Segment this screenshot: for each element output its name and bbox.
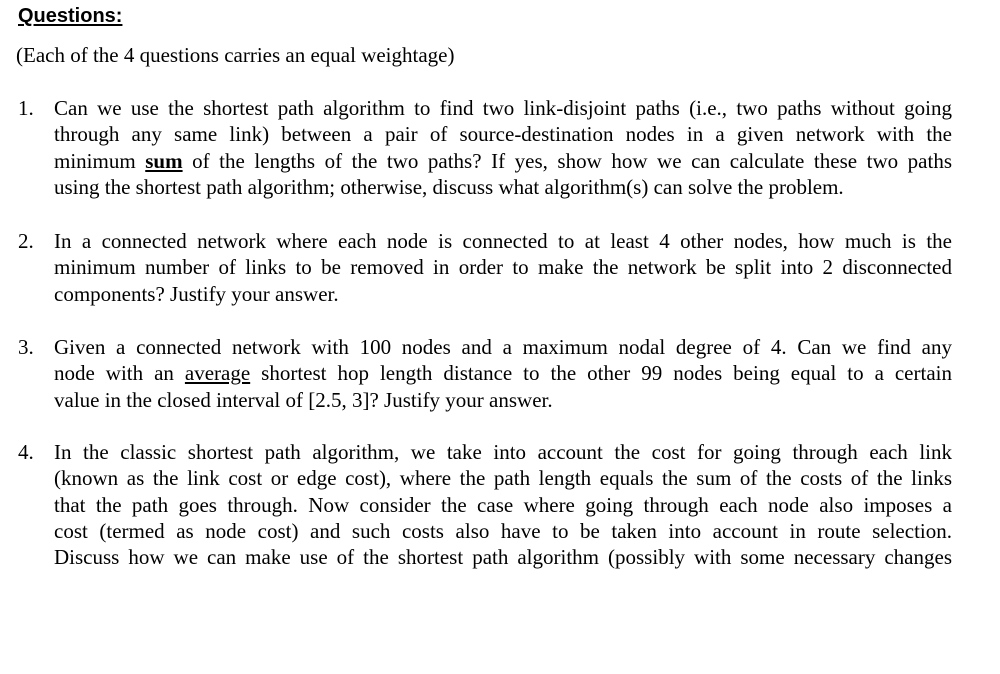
question-line: components? Justify your answer. <box>54 281 339 306</box>
question-line: Discuss how we can make use of the shortest path algorithm (possibly with some necessary changes <box>54 545 952 570</box>
intro-text: (Each of the 4 questions carries an equal weightage) <box>16 43 455 67</box>
question-number: 3. <box>18 335 34 359</box>
question-line: using the shortest path algorithm; otherwise, discuss what algorithm(s) can solve the problem. <box>54 174 844 199</box>
emphasis-sum: sum <box>145 148 183 173</box>
question-line: that the path goes through. Now consider the case where going through each node also imposes a <box>54 492 952 517</box>
question-item <box>18 334 952 413</box>
question-text <box>54 228 952 307</box>
question-line-segment: shortest hop length distance to the other 99 nodes being equal to a certain <box>250 361 952 386</box>
question-line: minimum number of links to be removed in order to make the network be split into 2 disconnected <box>54 255 952 280</box>
question-text <box>54 95 952 200</box>
page-title: Questions: <box>18 5 123 27</box>
question-number: 1. <box>18 96 34 120</box>
question-line-segment: node with an <box>54 361 185 386</box>
question-line-segment: of the lengths of the two paths? If yes, show how we can calculate these two paths <box>182 148 952 173</box>
emphasis-average: average <box>184 361 251 386</box>
question-number: 2. <box>18 229 34 253</box>
question-line: value in the closed interval of [2.5, 3]? Justify your answer. <box>54 387 553 412</box>
question-line <box>54 360 952 386</box>
question-line: through any same link) between a pair of source-destination nodes in a given network with the <box>54 122 952 147</box>
question-number: 4. <box>18 440 34 464</box>
question-line: Given a connected network with 100 nodes and a maximum nodal degree of 4. Can we find any <box>54 335 952 359</box>
question-line <box>54 148 952 174</box>
question-line: cost (termed as node cost) and such costs also have to be taken into account in route selection. <box>54 518 952 543</box>
question-item <box>18 228 952 307</box>
question-text <box>54 439 952 570</box>
question-line-segment: minimum <box>54 148 146 173</box>
question-line: In the classic shortest path algorithm, we take into account the cost for going through each link <box>54 440 952 464</box>
question-item <box>18 95 952 200</box>
question-line: (known as the link cost or edge cost), where the path length equals the sum of the costs of the links <box>54 466 952 491</box>
question-item <box>18 439 952 570</box>
question-text <box>54 334 952 413</box>
question-line: Can we use the shortest path algorithm to find two link-disjoint paths (i.e., two paths without going <box>54 96 952 120</box>
question-line: In a connected network where each node is connected to at least 4 other nodes, how much is the <box>54 229 952 253</box>
